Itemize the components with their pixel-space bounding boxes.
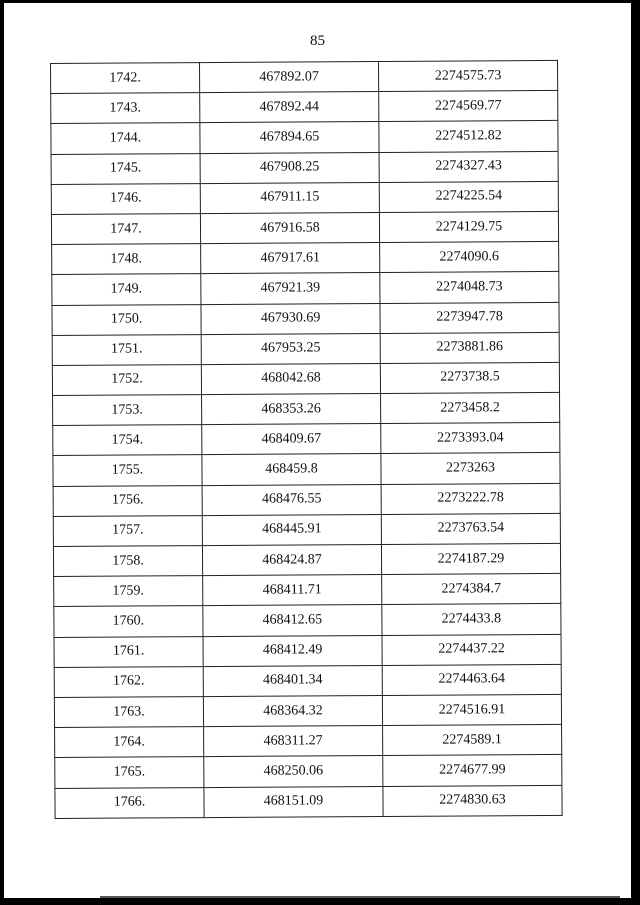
table-body [51, 60, 563, 818]
x-coordinate-cell: 468401.34 [203, 665, 382, 696]
x-coordinate-cell: 468445.91 [202, 514, 381, 545]
table-row [53, 392, 560, 425]
y-coordinate-cell: 2273738.5 [380, 362, 559, 393]
y-coordinate-cell: 2274830.63 [383, 785, 562, 816]
table-row [53, 513, 560, 546]
x-coordinate-cell: 468459.8 [202, 454, 381, 485]
point-number-cell: 1756. [53, 485, 202, 516]
table-row [53, 483, 560, 516]
y-coordinate-cell: 2274225.54 [379, 181, 558, 212]
y-coordinate-cell: 2274463.64 [382, 664, 561, 695]
table-row [55, 725, 562, 758]
y-coordinate-cell: 2274129.75 [379, 211, 558, 242]
x-coordinate-cell: 468250.06 [204, 756, 383, 787]
point-number-cell: 1766. [55, 787, 204, 818]
table-row [51, 121, 558, 154]
table-row [52, 362, 559, 395]
y-coordinate-cell: 2274187.29 [381, 543, 560, 574]
y-coordinate-cell: 2274327.43 [379, 151, 558, 182]
x-coordinate-cell: 468412.65 [203, 605, 382, 636]
x-coordinate-cell: 467911.15 [200, 182, 379, 213]
table-row [52, 272, 559, 305]
table-row [51, 151, 558, 184]
page-number: 85 [310, 33, 325, 49]
table-row [51, 60, 558, 93]
x-coordinate-cell: 468311.27 [204, 726, 383, 757]
table-row [53, 423, 560, 456]
point-number-cell: 1757. [53, 515, 202, 546]
point-number-cell: 1742. [51, 63, 200, 94]
point-number-cell: 1744. [51, 123, 200, 154]
x-coordinate-cell: 467894.65 [200, 122, 379, 153]
y-coordinate-cell: 2274433.8 [382, 604, 561, 635]
y-coordinate-cell: 2274569.77 [379, 91, 558, 122]
point-number-cell: 1752. [52, 364, 201, 395]
y-coordinate-cell: 2273222.78 [381, 483, 560, 514]
x-coordinate-cell: 468424.87 [202, 544, 381, 575]
table-row [55, 785, 562, 818]
point-number-cell: 1760. [54, 606, 203, 637]
point-number-cell: 1751. [52, 334, 201, 365]
table-row [54, 634, 561, 667]
x-coordinate-cell: 467892.44 [200, 92, 379, 123]
point-number-cell: 1749. [52, 274, 201, 305]
x-coordinate-cell: 467917.61 [201, 243, 380, 274]
x-coordinate-cell: 467930.69 [201, 303, 380, 334]
table-row [51, 211, 558, 244]
y-coordinate-cell: 2274677.99 [383, 755, 562, 786]
x-coordinate-cell: 468411.71 [203, 575, 382, 606]
x-coordinate-cell: 467892.07 [200, 61, 379, 92]
point-number-cell: 1765. [55, 757, 204, 788]
x-coordinate-cell: 467953.25 [201, 333, 380, 364]
point-number-cell: 1755. [53, 455, 202, 486]
y-coordinate-cell: 2274384.7 [382, 574, 561, 605]
x-coordinate-cell: 468409.67 [202, 424, 381, 455]
table-row [54, 574, 561, 607]
point-number-cell: 1761. [54, 636, 203, 667]
y-coordinate-cell: 2274589.1 [383, 725, 562, 756]
x-coordinate-cell: 468042.68 [201, 363, 380, 394]
bottom-edge-line [100, 896, 620, 898]
point-number-cell: 1747. [51, 214, 200, 245]
y-coordinate-cell: 2274512.82 [379, 121, 558, 152]
y-coordinate-cell: 2273947.78 [380, 302, 559, 333]
y-coordinate-cell: 2273263 [381, 453, 560, 484]
x-coordinate-cell: 468353.26 [202, 394, 381, 425]
point-number-cell: 1763. [54, 697, 203, 728]
y-coordinate-cell: 2274516.91 [382, 694, 561, 725]
coordinates-table [50, 60, 563, 819]
table-row [53, 453, 560, 486]
point-number-cell: 1764. [55, 727, 204, 758]
point-number-cell: 1746. [51, 183, 200, 214]
point-number-cell: 1750. [52, 304, 201, 335]
x-coordinate-cell: 467916.58 [200, 212, 379, 243]
x-coordinate-cell: 467908.25 [200, 152, 379, 183]
table-row [51, 91, 558, 124]
y-coordinate-cell: 2274048.73 [380, 272, 559, 303]
table-row [54, 664, 561, 697]
y-coordinate-cell: 2274437.22 [382, 634, 561, 665]
x-coordinate-cell: 468412.49 [203, 635, 382, 666]
x-coordinate-cell: 468151.09 [204, 786, 383, 817]
x-coordinate-cell: 468364.32 [203, 695, 382, 726]
y-coordinate-cell: 2274575.73 [378, 60, 557, 91]
table-row [52, 242, 559, 275]
point-number-cell: 1762. [54, 666, 203, 697]
point-number-cell: 1759. [54, 576, 203, 607]
table-row [55, 755, 562, 788]
table-row [54, 694, 561, 727]
table-row [54, 604, 561, 637]
y-coordinate-cell: 2273393.04 [381, 423, 560, 454]
document-page [4, 3, 631, 898]
y-coordinate-cell: 2273763.54 [381, 513, 560, 544]
table-row [51, 181, 558, 214]
x-coordinate-cell: 468476.55 [202, 484, 381, 515]
point-number-cell: 1748. [52, 244, 201, 275]
y-coordinate-cell: 2274090.6 [380, 242, 559, 273]
table-row [52, 332, 559, 365]
point-number-cell: 1745. [51, 153, 200, 184]
point-number-cell: 1753. [53, 395, 202, 426]
table-row [52, 302, 559, 335]
x-coordinate-cell: 467921.39 [201, 273, 380, 304]
y-coordinate-cell: 2273881.86 [380, 332, 559, 363]
table-row [53, 543, 560, 576]
point-number-cell: 1758. [53, 546, 202, 577]
y-coordinate-cell: 2273458.2 [381, 392, 560, 423]
point-number-cell: 1754. [53, 425, 202, 456]
point-number-cell: 1743. [51, 93, 200, 124]
